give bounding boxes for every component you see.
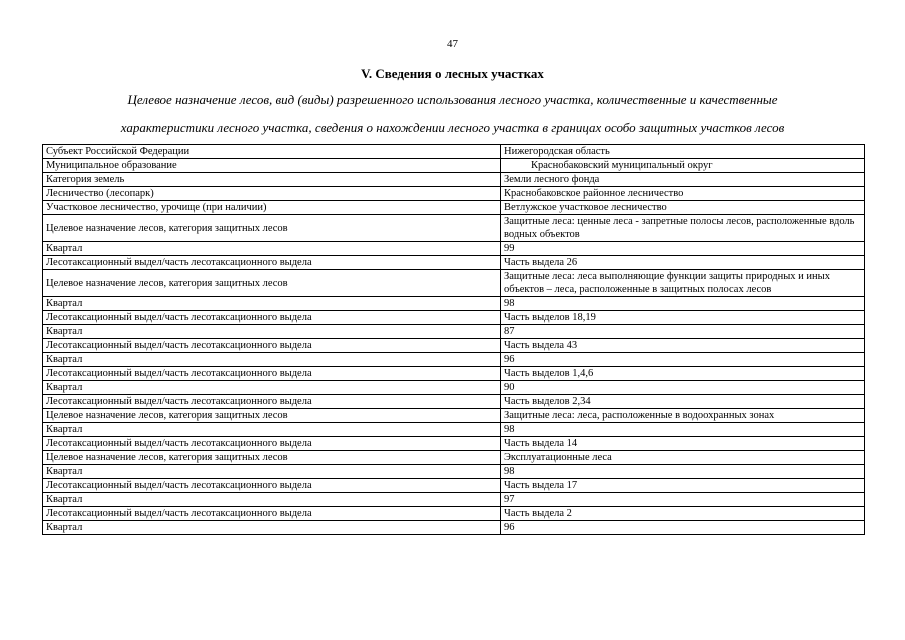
- row-label: Лесотаксационный выдел/часть лесотаксационного выдела: [43, 311, 501, 325]
- table-row: [43, 521, 865, 535]
- row-label: Лесотаксационный выдел/часть лесотаксационного выдела: [43, 437, 501, 451]
- row-label: Квартал: [43, 465, 501, 479]
- table-row: [43, 297, 865, 311]
- row-value: 90: [501, 381, 865, 395]
- row-value: Часть выдела 26: [501, 256, 865, 270]
- row-value: 98: [501, 297, 865, 311]
- row-label: Квартал: [43, 297, 501, 311]
- row-value: Нижегородская область: [501, 145, 865, 159]
- table-row: [43, 367, 865, 381]
- table-row: [43, 215, 865, 242]
- row-label: Квартал: [43, 521, 501, 535]
- row-label: Целевое назначение лесов, категория защитных лесов: [43, 409, 501, 423]
- row-value: 87: [501, 325, 865, 339]
- row-value: 98: [501, 465, 865, 479]
- row-label: Целевое назначение лесов, категория защитных лесов: [43, 270, 501, 297]
- row-label: Квартал: [43, 381, 501, 395]
- row-value: Часть выдела 14: [501, 437, 865, 451]
- row-value: Краснобаковский муниципальный округ: [501, 159, 865, 173]
- table-row: [43, 339, 865, 353]
- section-title: V. Сведения о лесных участках: [361, 66, 544, 81]
- table-row: [43, 353, 865, 367]
- row-label: Квартал: [43, 242, 501, 256]
- row-value: Часть выдела 2: [501, 507, 865, 521]
- table-row: [43, 507, 865, 521]
- row-value: Защитные леса: леса, расположенные в водоохранных зонах: [501, 409, 865, 423]
- row-value: Часть выдела 43: [501, 339, 865, 353]
- row-value: 98: [501, 423, 865, 437]
- row-value: 96: [501, 521, 865, 535]
- row-label: Субъект Российской Федерации: [43, 145, 501, 159]
- row-label: Квартал: [43, 493, 501, 507]
- row-label: Лесотаксационный выдел/часть лесотаксационного выдела: [43, 256, 501, 270]
- row-label: Участковое лесничество, урочище (при наличии): [43, 201, 501, 215]
- table-row: [43, 311, 865, 325]
- row-label: Целевое назначение лесов, категория защитных лесов: [43, 215, 501, 242]
- row-value: Часть выдела 17: [501, 479, 865, 493]
- row-label: Лесотаксационный выдел/часть лесотаксационного выдела: [43, 507, 501, 521]
- section-subtitle-line-2: характеристики лесного участка, сведения о нахождении лесного участка в границах особо защитных участков лесов: [120, 120, 785, 135]
- row-label: Лесотаксационный выдел/часть лесотаксационного выдела: [43, 339, 501, 353]
- row-value: Часть выделов 18,19: [501, 311, 865, 325]
- forest-plot-table: [42, 144, 865, 535]
- row-label: Лесотаксационный выдел/часть лесотаксационного выдела: [43, 395, 501, 409]
- table-row: [43, 437, 865, 451]
- row-value: 99: [501, 242, 865, 256]
- row-value: Земли лесного фонда: [501, 173, 865, 187]
- row-label: Муниципальное образование: [43, 159, 501, 173]
- row-value: 97: [501, 493, 865, 507]
- row-value: Часть выделов 1,4,6: [501, 367, 865, 381]
- row-label: Квартал: [43, 423, 501, 437]
- table-row: [43, 201, 865, 215]
- page-number: 47: [447, 38, 458, 50]
- table-row: [43, 493, 865, 507]
- row-label: Лесничество (лесопарк): [43, 187, 501, 201]
- row-value: Ветлужское участковое лесничество: [501, 201, 865, 215]
- row-value: Краснобаковское районное лесничество: [501, 187, 865, 201]
- row-label: Категория земель: [43, 173, 501, 187]
- row-value: Часть выделов 2,34: [501, 395, 865, 409]
- table-row: [43, 465, 865, 479]
- row-value: Эксплуатационные леса: [501, 451, 865, 465]
- row-label: Лесотаксационный выдел/часть лесотаксационного выдела: [43, 367, 501, 381]
- table-row: [43, 451, 865, 465]
- row-value: Защитные леса: ценные леса - запретные полосы лесов, расположенные вдоль водных объектов: [501, 215, 865, 242]
- row-label: Целевое назначение лесов, категория защитных лесов: [43, 451, 501, 465]
- table-row: [43, 423, 865, 437]
- row-label: Квартал: [43, 353, 501, 367]
- table-row: [43, 409, 865, 423]
- table-row: [43, 187, 865, 201]
- table-row: [43, 325, 865, 339]
- table-row: [43, 270, 865, 297]
- table-row: [43, 242, 865, 256]
- table-row: [43, 479, 865, 493]
- row-label: Лесотаксационный выдел/часть лесотаксационного выдела: [43, 479, 501, 493]
- table-row: [43, 256, 865, 270]
- table-row: [43, 173, 865, 187]
- table-row: [43, 395, 865, 409]
- row-value: Защитные леса: леса выполняющие функции защиты природных и иных объектов – леса, расположенные в защитных полосах лесов: [501, 270, 865, 297]
- row-label: Квартал: [43, 325, 501, 339]
- table-row: [43, 159, 865, 173]
- row-value: 96: [501, 353, 865, 367]
- section-subtitle-line-1: Целевое назначение лесов, вид (виды) разрешенного использования лесного участка, количественные и качественные: [127, 92, 778, 107]
- table-row: [43, 145, 865, 159]
- table-row: [43, 381, 865, 395]
